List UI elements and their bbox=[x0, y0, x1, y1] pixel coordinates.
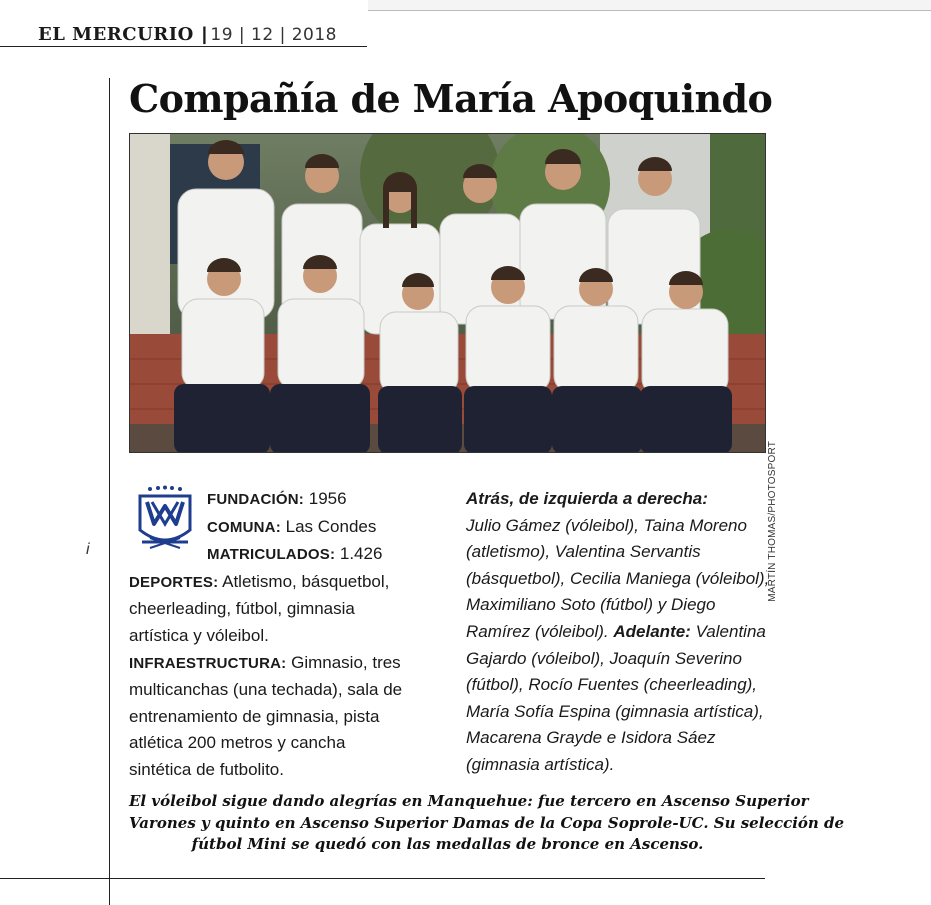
caption-line: Maximiliano Soto (fútbol) y Diego bbox=[466, 595, 716, 615]
infraestructura-text: atlética 200 metros y cancha bbox=[129, 733, 346, 753]
column-divider bbox=[109, 78, 110, 905]
page-title: Compañía de María Apoquindo bbox=[129, 76, 773, 121]
infraestructura-text: Gimnasio, tres bbox=[291, 652, 401, 672]
matriculados-label: MATRICULADOS: bbox=[207, 546, 336, 564]
deportes-text: artística y vóleibol. bbox=[129, 625, 269, 645]
infraestructura-text: multicanchas (una techada), sala de bbox=[129, 680, 403, 700]
deck-line: El vóleibol sigue dando alegrías en Manquehue: fue tercero en Ascenso Superior bbox=[129, 792, 809, 810]
matriculados-row bbox=[129, 541, 429, 569]
fundacion-row bbox=[129, 486, 429, 514]
caption-front-label: Adelante: bbox=[613, 621, 691, 641]
previous-page-strip bbox=[368, 0, 931, 11]
caption-heading: Atrás, de izquierda a derecha: bbox=[466, 489, 708, 508]
photo-credit bbox=[767, 286, 781, 602]
caption-line: (básquetbol), Cecilia Maniega (vóleibol), bbox=[466, 568, 770, 588]
deportes-label: DEPORTES: bbox=[129, 573, 219, 591]
comuna-row bbox=[129, 514, 429, 542]
comuna-label: COMUNA: bbox=[207, 518, 281, 536]
caption-text: Valentina bbox=[695, 621, 766, 641]
deck-line: fútbol Mini se quedó con las medallas de bronce en Ascenso. bbox=[191, 835, 704, 853]
infraestructura-text: sintética de futbolito. bbox=[129, 759, 284, 779]
margin-mark: i bbox=[86, 541, 90, 558]
deportes-row bbox=[129, 569, 429, 597]
caption-line: (atletismo), Valentina Servantis bbox=[466, 542, 701, 562]
infraestructura-label: INFRAESTRUCTURA: bbox=[129, 654, 287, 672]
publication-date: 19 | 12 | 2018 bbox=[210, 25, 337, 45]
infraestructura-text: entrenamiento de gimnasia, pista bbox=[129, 706, 380, 726]
deportes-text: cheerleading, fútbol, gimnasia bbox=[129, 599, 355, 619]
caption-line: Macarena Grayde e Isidora Sáez bbox=[466, 728, 716, 748]
masthead-separator: | bbox=[201, 24, 208, 44]
caption-line: (fútbol), Rocío Fuentes (cheerleading), bbox=[466, 675, 758, 695]
matriculados-value: 1.426 bbox=[339, 544, 383, 564]
school-info bbox=[129, 486, 429, 784]
deck-line: Varones y quinto en Ascenso Superior Damas de la Copa Soprole-UC. Su selección de bbox=[129, 813, 845, 832]
team-photo bbox=[129, 133, 766, 453]
photo-caption bbox=[466, 486, 770, 779]
newspaper-name: EL MERCURIO bbox=[38, 24, 194, 45]
caption-line: Julio Gámez (vóleibol), Taina Moreno bbox=[466, 515, 747, 535]
comuna-value: Las Condes bbox=[285, 516, 377, 536]
fundacion-value: 1956 bbox=[308, 489, 347, 508]
caption-text: Ramírez (vóleibol). bbox=[466, 621, 609, 641]
fundacion-label: FUNDACIÓN: bbox=[207, 491, 304, 508]
caption-line: Gajardo (vóleibol), Joaquín Severino bbox=[466, 648, 742, 668]
masthead-rule bbox=[0, 46, 367, 47]
bottom-rule bbox=[0, 878, 765, 879]
photo-credit-text: MARTÍN THOMAS/PHOTOSPORT bbox=[767, 441, 778, 602]
deportes-text: Atletismo, básquetbol, bbox=[222, 571, 390, 591]
caption-line: María Sofía Espina (gimnasia artística), bbox=[466, 701, 764, 721]
caption-line: (gimnasia artística). bbox=[466, 754, 615, 774]
caption-line bbox=[466, 619, 766, 646]
summary-deck bbox=[129, 791, 845, 856]
infraestructura-row bbox=[129, 650, 429, 678]
masthead bbox=[38, 24, 337, 45]
